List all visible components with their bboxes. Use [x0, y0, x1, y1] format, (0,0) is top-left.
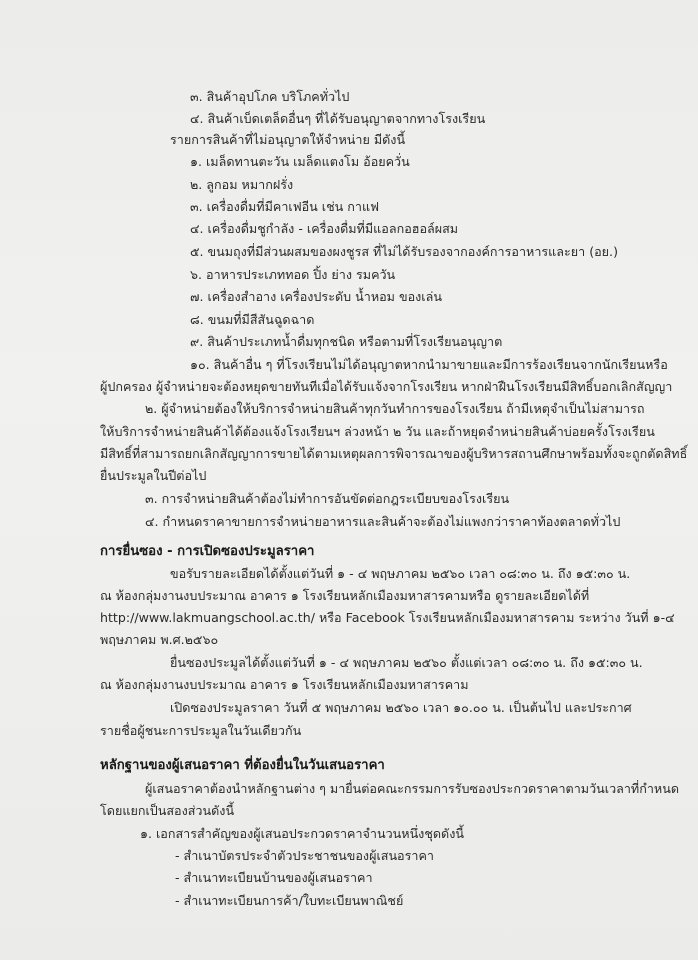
condition-text: ๓. การจำหน่ายสินค้าต้องไม่ทำการอันขัดต่อกฎระเบียบของโรงเรียน [145, 491, 510, 506]
prohibited-item-text: ๗. เครื่องสำอาง เครื่องประดับ น้ำหอม ของเล่น [190, 289, 442, 304]
evidence-text: โดยแยกเป็นสองส่วนดังนี้ [100, 803, 235, 818]
school-website-link[interactable]: http://www.lakmuangschool.ac.th/ [100, 610, 315, 625]
evidence-section-heading: หลักฐานของผู้เสนอราคา ที่ต้องยื่นในวันเสนอราคา [100, 758, 385, 773]
prohibited-heading: รายการสินค้าที่ไม่อนุญาตให้จำหน่าย มีดังนี้ [170, 132, 406, 147]
condition-text: ยื่นประมูลในปีต่อไป [100, 468, 207, 483]
condition-text: ๔. กำหนดราคาขายการจำหน่ายอาหารและสินค้าจะต้องไม่แพงกว่าราคาท้องตลาดทั่วไป [145, 514, 621, 529]
condition-text: ให้บริการจำหน่ายสินค้าได้ต้องแจ้งโรงเรียนฯ ล่วงหน้า ๒ วัน และถ้าหยุดจำหน่ายสินค้าบ่อยครั้งโรงเรียน [100, 424, 655, 439]
prohibited-item-text: ๑. เมล็ดทานตะวัน เมล็ดแตงโม อ้อยควั่น [190, 154, 410, 169]
prohibited-item-text: ๕. ขนมถุงที่มีส่วนผสมของผงชูรส ที่ไม่ได้รับรองจากองค์การอาหารและยา (อย.) [190, 244, 618, 259]
evidence-doc-text: - สำเนาทะเบียนบ้านของผู้เสนอราคา [175, 870, 373, 885]
bid-section-heading: การยื่นซอง - การเปิดซองประมูลราคา [100, 544, 315, 559]
allowed-item-text: ๓. สินค้าอุปโภค บริโภคทั่วไป [190, 89, 350, 104]
prohibited-item-text: ๙. สินค้าประเภทน้ำดื่มทุกชนิด หรือตามที่โรงเรียนอนุญาต [190, 334, 503, 349]
evidence-part-label: ๑. เอกสารสำคัญของผู้เสนอประกวดราคาจำนวนหนึ่งชุดดังนี้ [140, 826, 464, 841]
bid-text: พฤษภาคม พ.ศ.๒๕๖๐ [100, 632, 219, 647]
prohibited-item-text: ๓. เครื่องดื่มที่มีคาเฟอีน เช่น กาแฟ [190, 199, 379, 214]
evidence-doc-text: - สำเนาทะเบียนการค้า/ใบทะเบียนพาณิชย์ [175, 893, 404, 908]
prohibited-item-text: ๘. ขนมที่มีสีสันฉูดฉาด [190, 312, 315, 327]
evidence-doc-text: - สำเนาบัตรประจำตัวประชาชนของผู้เสนอราคา [175, 848, 434, 863]
prohibited-item-cont-text: ผู้ปกครอง ผู้จำหน่ายจะต้องหยุดขายทันทีเมื่อได้รับแจ้งจากโรงเรียน หากฝ่าฝืนโรงเรียนมีสิทธิ์บอกเลิกสัญญา [100, 379, 673, 394]
bid-text: ณ ห้องกลุ่มงานงบประมาณ อาคาร ๑ โรงเรียนหลักเมืองมหาสารคาม [100, 677, 469, 692]
prohibited-item-text: ๖. อาหารประเภททอด ปิ้ง ย่าง รมควัน [190, 267, 396, 282]
bid-text: หรือ Facebook โรงเรียนหลักเมืองมหาสารคาม ระหว่าง วันที่ ๑-๔ [318, 610, 675, 625]
allowed-item-text: ๔. สินค้าเบ็ดเตล็ดอื่นๆ ที่ได้รับอนุญาตจากทางโรงเรียน [190, 111, 486, 126]
bid-text: ณ ห้องกลุ่มงานงบประมาณ อาคาร ๑ โรงเรียนหลักเมืองมหาสารคามหรือ ดูรายละเอียดได้ที่ [100, 588, 590, 603]
prohibited-item-text: ๔. เครื่องดื่มชูกำลัง - เครื่องดื่มที่มีแอลกอฮอล์ผสม [190, 221, 459, 236]
prohibited-item-text: ๑๐. สินค้าอื่น ๆ ที่โรงเรียนไม่ได้อนุญาตหากนำมาขายและมีการร้องเรียนจากนักเรียนหรือ [190, 357, 668, 372]
condition-text: มีสิทธิ์ที่สามารถยกเลิกสัญญาการขายได้ตามเหตุผลการพิจารณาของผู้บริหารสถานศึกษาพร้อมทั้งจะถูกตัดสิทธิ์ [100, 446, 688, 461]
bid-text: เปิดซองประมูลราคา วันที่ ๕ พฤษภาคม ๒๕๖๐ เวลา ๑๐.๐๐ น. เป็นต้นไป และประกาศ [170, 700, 632, 715]
bid-text: ขอรับรายละเอียดได้ตั้งแต่วันที่ ๑ - ๔ พฤษภาคม ๒๕๖๐ เวลา ๐๘:๓๐ น. ถึง ๑๕:๓๐ น. [170, 566, 631, 581]
bid-text: รายชื่อผู้ชนะการประมูลในวันเดียวกัน [100, 723, 302, 738]
condition-text: ๒. ผู้จำหน่ายต้องให้บริการจำหน่ายสินค้าทุกวันทำการของโรงเรียน ถ้ามีเหตุจำเป็นไม่สามารถ [145, 401, 645, 416]
evidence-text: ผู้เสนอราคาต้องนำหลักฐานต่าง ๆ มายื่นต่อคณะกรรมการรับซองประกวดราคาตามวันเวลาที่กำหนด [145, 781, 680, 796]
bid-text: ยื่นซองประมูลได้ตั้งแต่วันที่ ๑ - ๔ พฤษภาคม ๒๕๖๐ ตั้งแต่เวลา ๐๘:๓๐ น. ถึง ๑๕:๓๐ น. [170, 655, 643, 670]
prohibited-item-text: ๒. ลูกอม หมากฝรั่ง [190, 177, 294, 192]
